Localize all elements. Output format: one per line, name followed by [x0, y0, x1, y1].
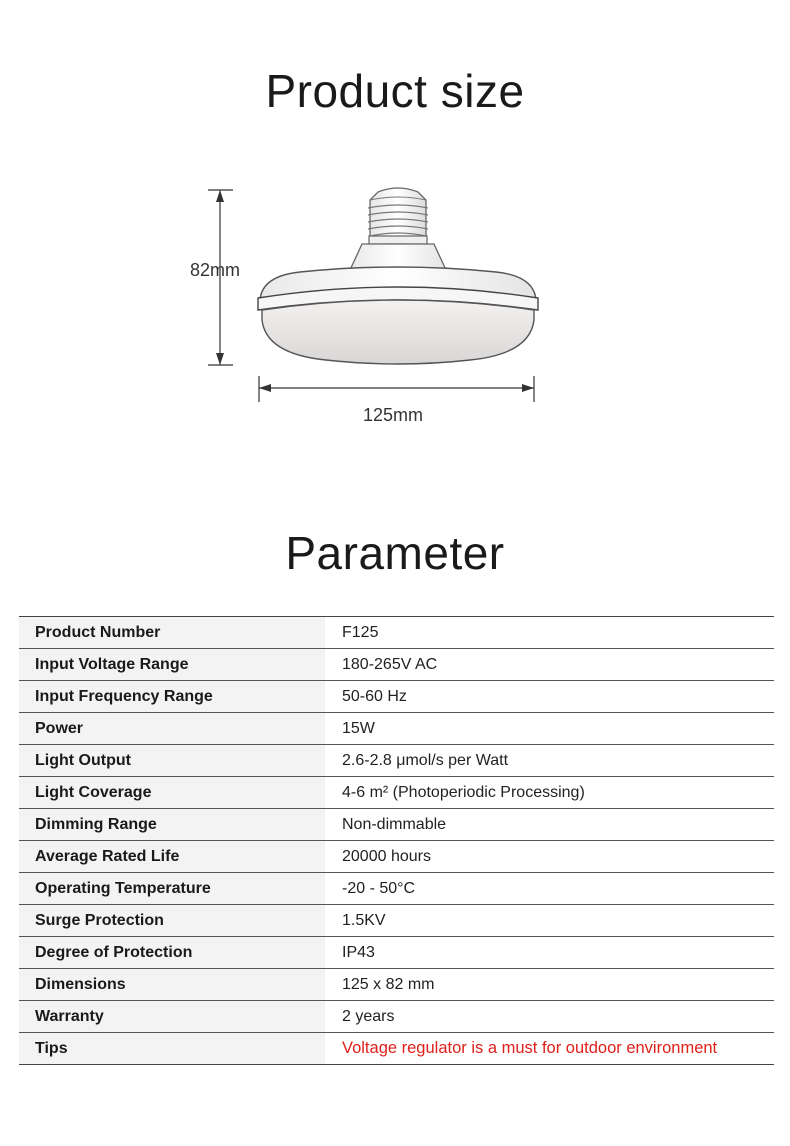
table-row [19, 809, 774, 841]
param-label: Input Voltage Range [19, 649, 325, 681]
bulb-drawing [0, 170, 790, 440]
param-value: 180-265V AC [325, 649, 774, 681]
table-row [19, 745, 774, 777]
width-label: 125mm [363, 405, 424, 425]
param-label: Power [19, 713, 325, 745]
param-value: 125 x 82 mm [325, 969, 774, 1001]
param-label: Average Rated Life [19, 841, 325, 873]
param-value: 50-60 Hz [325, 681, 774, 713]
param-value: 20000 hours [325, 841, 774, 873]
width-dimension-line [259, 376, 534, 402]
param-label: Operating Temperature [19, 873, 325, 905]
param-label: Surge Protection [19, 905, 325, 937]
param-value: Non-dimmable [325, 809, 774, 841]
bulb-diffuser [262, 300, 534, 364]
parameter-title: Parameter [285, 527, 505, 579]
param-label: Product Number [19, 617, 325, 649]
table-row [19, 1001, 774, 1033]
param-label: Dimming Range [19, 809, 325, 841]
table-row [19, 777, 774, 809]
table-row [19, 937, 774, 969]
param-label: Light Coverage [19, 777, 325, 809]
tips-warning-text: Voltage regulator is a must for outdoor environment [342, 1039, 718, 1057]
param-value: IP43 [325, 937, 774, 969]
table-row [19, 1033, 774, 1065]
parameter-table [19, 616, 774, 1065]
param-value: 1.5KV [325, 905, 774, 937]
table-row [19, 713, 774, 745]
table-row [19, 969, 774, 1001]
bulb-neck [350, 244, 446, 270]
param-label: Degree of Protection [19, 937, 325, 969]
param-label: Tips [19, 1033, 325, 1065]
param-value: -20 - 50°C [325, 873, 774, 905]
param-label: Light Output [19, 745, 325, 777]
param-value: F125 [325, 617, 774, 649]
table-row [19, 873, 774, 905]
param-label: Dimensions [19, 969, 325, 1001]
height-label: 82mm [190, 260, 241, 280]
param-value: 2.6-2.8 μmol/s per Watt [325, 745, 774, 777]
param-value: 2 years [325, 1001, 774, 1033]
table-row [19, 905, 774, 937]
table-row [19, 841, 774, 873]
param-label: Warranty [19, 1001, 325, 1033]
param-label: Input Frequency Range [19, 681, 325, 713]
param-value: 15W [325, 713, 774, 745]
table-row [19, 649, 774, 681]
product-size-diagram [0, 170, 790, 440]
table-row [19, 617, 774, 649]
screw-base [368, 188, 428, 244]
table-row [19, 681, 774, 713]
param-value: 4-6 m² (Photoperiodic Processing) [325, 777, 774, 809]
product-size-title: Product size [265, 65, 525, 117]
